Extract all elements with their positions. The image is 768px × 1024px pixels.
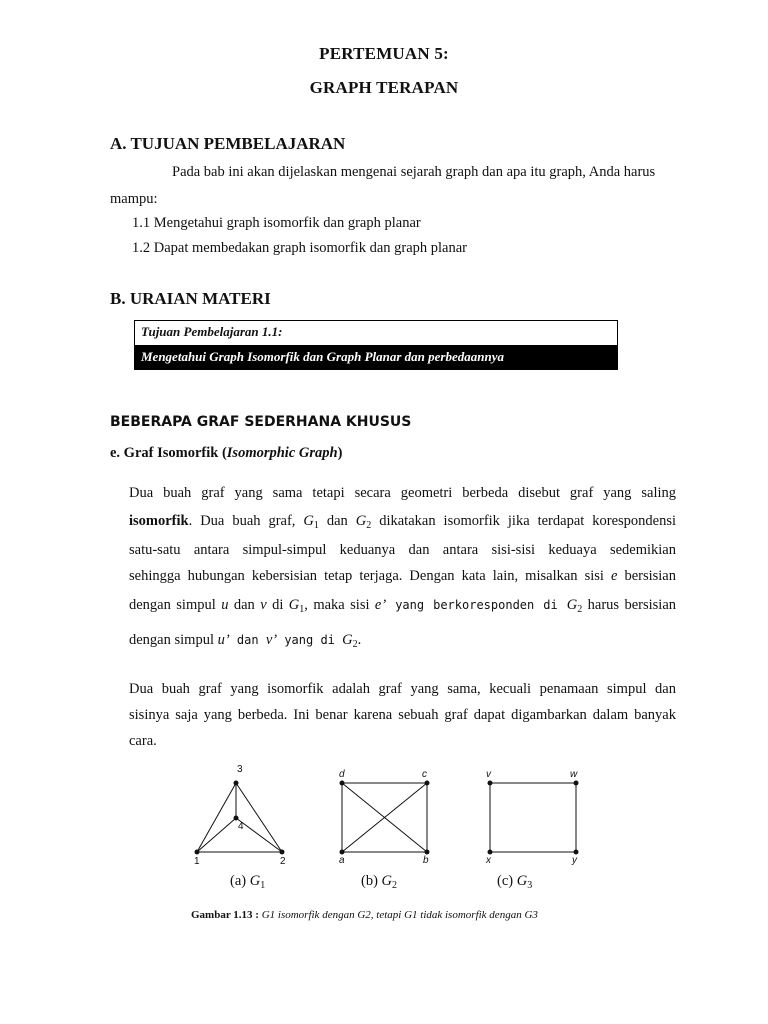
g1-vertex <box>195 850 200 855</box>
objective-item-1: 1.1 Mengetahui graph isomorfik dan graph planar <box>132 215 421 231</box>
section-a-heading: A. TUJUAN PEMBELAJARAN <box>110 134 346 153</box>
g1-edge <box>197 818 236 852</box>
box-content: Mengetahui Graph Isomorfik dan Graph Planar dan perbedaannya <box>135 345 617 370</box>
text-span: (a) <box>230 873 250 889</box>
page-title-line1: PERTEMUAN 5: <box>319 44 449 63</box>
section-b-heading: B. URAIAN MATERI <box>110 289 271 308</box>
g2-label-a: a <box>339 855 345 866</box>
g3-square <box>490 783 576 852</box>
g3-label-w: w <box>570 769 578 780</box>
para2-line2: sisinya saja yang berbeda. Ini benar karena sebuah graf dapat digambarkan dalam banyak <box>129 707 676 723</box>
graph-g2 <box>339 769 430 866</box>
para1-line6 <box>129 630 361 655</box>
para1-line4 <box>129 566 676 586</box>
g1-vertex <box>234 781 239 786</box>
text-span: di <box>266 597 289 613</box>
caption-g2 <box>361 871 397 896</box>
g3-vertex <box>488 781 493 786</box>
caption-label: Gambar 1.13 : <box>191 909 259 921</box>
caption-text: G1 isomorfik dengan G2, tetapi G1 tidak isomorfik dengan G3 <box>258 909 538 921</box>
isomorphism-figure <box>180 755 600 870</box>
g2-label-b: b <box>423 855 429 866</box>
mono-span: yang berkoresponden di <box>386 598 567 612</box>
graph-g3 <box>485 769 579 866</box>
objective-item-2: 1.2 Dapat membedakan graph isomorfik dan graph planar <box>132 240 468 256</box>
subsection-subheading <box>110 443 342 463</box>
math-g: G <box>288 597 300 613</box>
section-a-intro-line2: mampu: <box>110 191 158 207</box>
math-u: u <box>221 597 229 613</box>
text-span: . Dua buah graf, <box>188 513 304 529</box>
math-sub: 2 <box>352 639 358 650</box>
g1-edge <box>236 783 282 852</box>
g3-vertex <box>488 850 493 855</box>
figure-caption <box>191 909 538 921</box>
para1-line1: Dua buah graf yang sama tetapi secara geometri berbeda disebut graf yang saling <box>129 485 676 501</box>
math-v: v <box>260 597 267 613</box>
math-sub: 2 <box>366 520 372 531</box>
subheading-suffix: ) <box>337 445 343 461</box>
para2-line3: cara. <box>129 733 157 749</box>
caption-g3 <box>497 871 532 896</box>
math-g: G <box>355 513 367 529</box>
math-u-prime: u’ <box>217 632 230 648</box>
g1-label-2: 2 <box>280 856 286 867</box>
text-span: (b) <box>361 873 382 889</box>
math-v-prime: v’ <box>265 632 278 648</box>
text-span: , maka sisi <box>304 597 375 613</box>
g3-label-y: y <box>572 855 577 866</box>
g2-vertex <box>340 781 345 786</box>
math-e: e <box>610 568 618 584</box>
para1-line3: satu-satu antara simpul-simpul keduanya dan antara sisi-sisi keduaya sedemikian <box>129 542 676 558</box>
math-g: G <box>303 513 314 529</box>
text-span: (c) <box>497 873 517 889</box>
math-g: G <box>342 632 353 648</box>
math-sub: 2 <box>577 604 583 615</box>
g2-vertex <box>340 850 345 855</box>
math-sub: 1 <box>260 880 266 891</box>
g2-label-d: d <box>339 769 345 780</box>
g3-vertex <box>574 850 579 855</box>
math-g: G <box>249 873 261 889</box>
g1-label-4: 4 <box>238 821 244 832</box>
g1-label-3: 3 <box>237 764 243 775</box>
math-sub: 2 <box>392 880 398 891</box>
subheading-italic: Isomorphic Graph <box>226 445 338 461</box>
term-isomorfik: isomorfik <box>129 513 189 529</box>
text-span: bersisian <box>617 568 676 584</box>
math-g: G <box>516 873 528 889</box>
text-span: dikatakan isomorfik jika terdapat korespondensi <box>371 513 677 529</box>
para1-line2 <box>129 511 676 536</box>
math-g: G <box>381 873 393 889</box>
math-e-prime: e’ <box>374 597 387 613</box>
g3-vertex <box>574 781 579 786</box>
math-sub: 1 <box>299 604 305 615</box>
g2-vertex <box>425 850 430 855</box>
para1-line5 <box>129 595 676 620</box>
g2-label-c: c <box>422 769 427 780</box>
g1-vertex <box>234 816 239 821</box>
g2-vertex <box>425 781 430 786</box>
learning-objective-box <box>134 320 618 370</box>
subsection-heading: BEBERAPA GRAF SEDERHANA KHUSUS <box>110 414 412 430</box>
g1-label-1: 1 <box>194 856 200 867</box>
box-title: Tujuan Pembelajaran 1.1: <box>135 321 617 345</box>
text-span: dengan simpul <box>129 632 218 648</box>
caption-g1 <box>230 871 265 896</box>
text-span: dengan simpul <box>129 597 222 613</box>
text-span: harus bersisian <box>582 597 677 613</box>
g1-vertex <box>280 850 285 855</box>
text-span: dan <box>318 513 356 529</box>
math-g: G <box>566 597 578 613</box>
g3-label-v: v <box>486 769 491 780</box>
text-span: dan <box>228 597 261 613</box>
g1-edge <box>197 783 236 852</box>
text-span: sehingga hubungan kebersisian tetap terjaga. Dengan kata lain, misalkan sisi <box>129 568 611 584</box>
math-sub: 1 <box>313 520 319 531</box>
subheading-prefix: e. Graf Isomorfik ( <box>110 445 227 461</box>
mono-span: yang di <box>277 633 343 647</box>
g3-label-x: x <box>486 855 491 866</box>
text-span: . <box>357 632 362 648</box>
section-a-intro-line1: Pada bab ini akan dijelaskan mengenai sejarah graph dan apa itu graph, Anda harus <box>172 164 656 180</box>
page-title-line2: GRAPH TERAPAN <box>309 78 459 97</box>
mono-span: dan <box>229 633 266 647</box>
para2-line1: Dua buah graf yang isomorfik adalah graf yang sama, kecuali penamaan simpul dan <box>129 681 676 697</box>
math-sub: 3 <box>527 880 533 891</box>
graph-g1 <box>194 764 286 867</box>
